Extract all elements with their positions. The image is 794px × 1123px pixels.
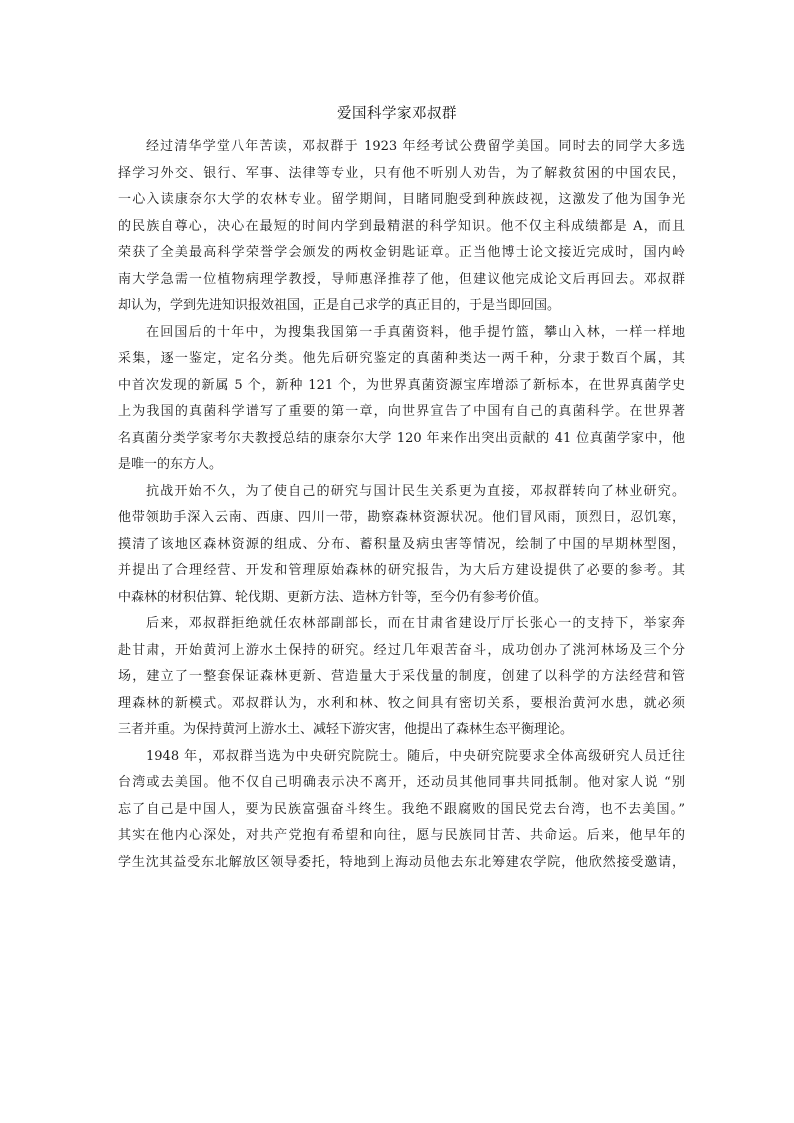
text-line: 学生沈其益受东北解放区领导委托，特地到上海动员他去东北筹建农学院，他欣然接受邀请， xyxy=(118,854,685,870)
text-line: 台湾或去美国。他不仅自己明确表示决不离开，还动员其他同事共同抵制。他对家人说 “别 xyxy=(118,775,685,790)
text-line: 后来，邓叔群拒绝就任农林部副部长，而在甘肃省建设厅厅长张心一的支持下，举家奔 xyxy=(146,616,685,631)
text-line: 的民族自尊心，决心在最短的时间内学到最精湛的科学知识。他不仅主科成绩都是 A，而且 xyxy=(118,218,685,234)
text-line: 忘了自己是中国人，要为民族富强奋斗终生。我绝不跟腐败的国民党去台湾，也不去美国。” xyxy=(118,801,685,817)
text-line: 场，建立了一整套保证森林更新、营造量大于采伐量的制度，创建了以科学的方法经营和管 xyxy=(118,669,685,684)
text-line: 抗战开始不久，为了使自己的研究与国计民生关系更为直接，邓叔群转向了林业研究。 xyxy=(146,483,685,499)
text-line: 是唯一的东方人。 xyxy=(118,457,223,472)
text-line: 经过清华学堂八年苦读，邓叔群于 1923 年经考试公费留学美国。同时去的同学大多选 xyxy=(146,139,685,154)
text-line: 上为我国的真菌科学谱写了重要的第一章，向世界宣告了中国有自己的真菌科学。在世界著 xyxy=(118,404,685,419)
text-line: 他带领助手深入云南、西康、四川一带，勘察森林资源状况。他们冒风雨，顶烈日，忍饥寒， xyxy=(118,510,685,525)
text-line: 名真菌分类学家考尔夫教授总结的康奈尔大学 120 年来作出突出贡献的 41 位真菌学家中，他 xyxy=(118,430,685,446)
paragraph-4 xyxy=(118,611,685,744)
text-line: 荣获了全美最高科学荣誉学会颁发的两枚金钥匙证章。正当他博士论文接近完成时，国内岭 xyxy=(118,245,685,260)
paragraph-3 xyxy=(118,479,685,612)
text-line: 中森林的材积估算、轮伐期、更新方法、造林方针等，至今仍有参考价值。 xyxy=(118,589,548,605)
text-line: 理森林的新模式。邓叔群认为，水利和林、牧之间具有密切关系，要根治黄河水患，就必须 xyxy=(118,695,685,711)
text-line: 其实在他内心深处，对共产党抱有希望和向往，愿与民族同甘苦、共命运。后来，他早年的 xyxy=(118,828,685,843)
text-line: 采集，逐一鉴定，定名分类。他先后研究鉴定的真菌种类达一两千种，分隶于数百个属，其 xyxy=(118,351,685,366)
text-line: 1948 年，邓叔群当选为中央研究院院士。随后，中央研究院要求全体高级研究人员迁往 xyxy=(146,748,685,764)
paragraph-5 xyxy=(118,744,685,877)
text-line: 并提出了合理经营、开发和管理原始森林的研究报告，为大后方建设提供了必要的参考。其 xyxy=(118,563,685,578)
text-line: 赴甘肃，开始黄河上游水土保持的研究。经过几年艰苦奋斗，成功创办了洮河林场及三个分 xyxy=(118,642,685,658)
text-line: 南大学急需一位植物病理学教授，导师惠泽推荐了他，但建议他完成论文后再回去。邓叔群 xyxy=(118,271,685,287)
paragraph-2 xyxy=(118,320,685,479)
text-line: 择学习外交、银行、军事、法律等专业，只有他不听别人劝告，为了解救贫困的中国农民， xyxy=(118,165,685,181)
text-line: 一心入读康奈尔大学的农林专业。留学期间，目睹同胞受到种族歧视，这激发了他为国争光 xyxy=(118,192,685,207)
text-line: 却认为，学到先进知识报效祖国，正是自己求学的真正目的，于是当即回国。 xyxy=(118,298,561,313)
text-line: 在回国后的十年中，为搜集我国第一手真菌资料，他手提竹篮，攀山入林，一样一样地 xyxy=(146,324,685,340)
paragraph-1 xyxy=(118,134,685,320)
document-title: 爱国科学家邓叔群 xyxy=(337,106,457,122)
text-line: 摸清了该地区森林资源的组成、分布、蓄积量及病虫害等情况，绘制了中国的早期林型图， xyxy=(118,536,685,552)
text-line: 三者并重。为保持黄河上游水土、减轻下游灾害，他提出了森林生态平衡理论。 xyxy=(118,722,574,737)
text-line: 中首次发现的新属 5 个，新种 121 个，为世界真菌资源宝库增添了新标本，在世界真菌学史 xyxy=(118,377,685,393)
document-body xyxy=(118,134,685,876)
